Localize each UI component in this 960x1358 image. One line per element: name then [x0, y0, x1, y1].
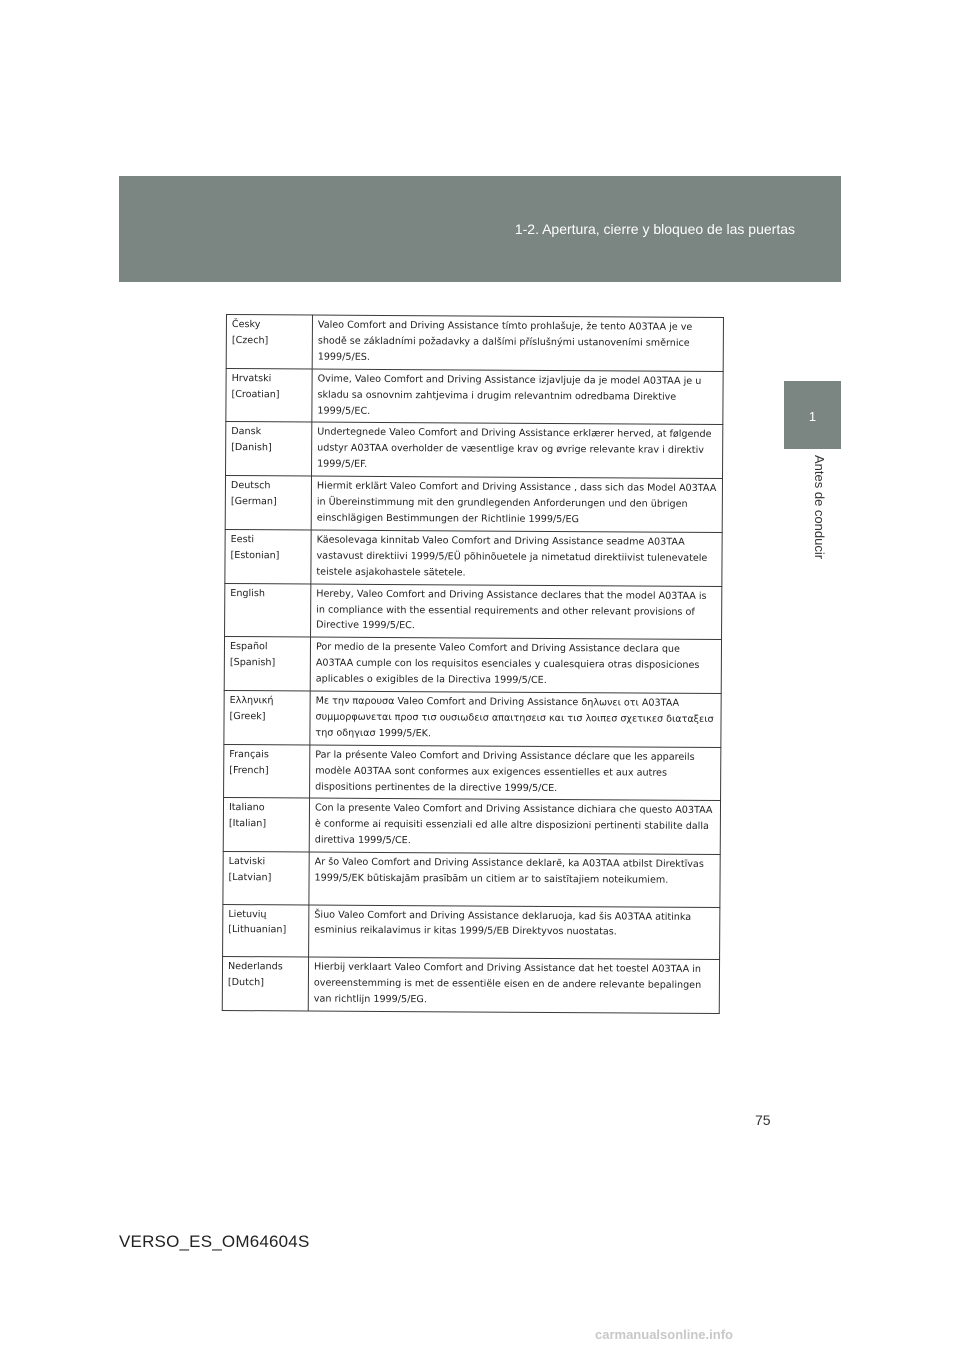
declaration-table-body — [222, 315, 723, 1014]
table-row — [223, 904, 720, 959]
declaration-text: Με την παρουσα Valeo Comfort and Driving Assistance δηλωνει οτι A03TAA συμμορφωνεται προσ τισ ουσιωδεισ απαιτησεισ και τισ λοιπεσ σχετικεσ διαταξεισ τησ οδηγιασ 1999/5/ΕΚ. — [310, 691, 721, 747]
language-english-name: [French] — [229, 764, 269, 776]
language-cell — [225, 583, 311, 637]
declaration-text: Hiermit erklärt Valeo Comfort and Driving Assistance , dass sich das Model A03TAA in Übereinstimmung mit den grundlegenden Anforderungen und den übrigen einschlägigen Bestimmungen der Richtlinie 1999/5/EG — [311, 476, 722, 532]
declaration-text: Par la présente Valeo Comfort and Driving Assistance déclare que les appareils modèle A03TAA sont conformes aux exigences essentielles et aux autres dispositions pertinentes de la directive 1999/5/CE. — [310, 745, 721, 801]
language-cell — [223, 904, 309, 957]
chapter-number: 1 — [808, 409, 817, 424]
language-cell — [226, 368, 312, 422]
language-cell — [226, 422, 312, 476]
language-name: Hrvatski — [231, 372, 272, 384]
document-code: VERSO_ES_OM64604S — [119, 1232, 310, 1251]
declaration-text: Con la presente Valeo Comfort and Driving Assistance dichiara che questo A03TAA è conforme ai requisiti essenziali ed alle altre disposizioni pertinenti stabilite dalla direttiva 1999/5/CE. — [309, 798, 720, 854]
declaration-text: Por medio de la presente Valeo Comfort and Driving Assistance declara que A03TAA cumple con los requisitos esenciales y cualesquiera otras disposiciones aplicables o exigibles de la Directiva 1999/5/CE. — [310, 637, 721, 693]
declaration-text: Valeo Comfort and Driving Assistance tímto prohlašuje, že tento A03TAA je ve shodě se základními požadavky a dalšími příslušnými ustanoveními směrnice 1999/5/ES. — [312, 315, 723, 371]
chapter-label: Antes de conducir — [812, 455, 827, 560]
declaration-text: Hierbij verklaart Valeo Comfort and Driving Assistance dat het toestel A03TAA in overeenstemming is met de essentiële eisen en de andere relevante bepalingen van richtlijn 1999/5/EG. — [308, 957, 719, 1013]
table-row — [222, 956, 719, 1013]
language-cell — [223, 798, 309, 852]
language-cell — [224, 637, 310, 691]
language-name: English — [230, 587, 265, 599]
language-name: Česky — [231, 319, 261, 331]
table-row — [223, 852, 720, 907]
language-cell — [225, 476, 311, 530]
language-english-name: [Croatian] — [231, 388, 280, 400]
declaration-text: Käesolevaga kinnitab Valeo Comfort and Driving Assistance seadme A03TAA vastavust direktiivi 1999/5/EÜ põhinõuetele ja nimetatud direktiivist tulenevatele teistele asjakohastele sätetele. — [311, 530, 722, 586]
table-row — [225, 583, 722, 640]
table-row — [225, 476, 722, 533]
language-english-name: [Latvian] — [228, 872, 272, 884]
page-number: 75 — [755, 1112, 771, 1128]
language-english-name: [Greek] — [229, 710, 266, 723]
declaration-text: Undertegnede Valeo Comfort and Driving Assistance erklærer herved, at følgende udstyr A03TAA overholder de væsentlige krav og øvrige relevante krav i direktiv 1999/5/EF. — [312, 422, 723, 478]
declaration-text: Ar šo Valeo Comfort and Driving Assistance deklarē, ka A03TAA atbilst Direktīvas 1999/5/EK būtiskajām prasībām un citiem ar to saistītajiem noteikumiem. — [309, 852, 720, 907]
declaration-text: Hereby, Valeo Comfort and Driving Assistance declares that the model A03TAA is in compliance with the essential requirements and other relevant provisions of Directive 1999/5/EC. — [311, 584, 722, 640]
header-band — [119, 176, 841, 282]
language-english-name: [Lithuanian] — [228, 924, 287, 936]
watermark: carmanualsonline.info — [595, 1327, 733, 1342]
language-english-name: [Estonian] — [230, 549, 280, 562]
language-name: Italiano — [228, 802, 265, 814]
language-name: Español — [229, 641, 268, 653]
language-name: Nederlands — [227, 960, 283, 973]
declaration-text: Ovime, Valeo Comfort and Driving Assistance izjavljuje da je model A03TAA je u skladu sa osnovnim zahtjevima i drugim relevantnim odredbama Direktive 1999/5/EC. — [312, 369, 723, 425]
table-row — [225, 529, 722, 586]
table-row — [226, 368, 723, 425]
language-cell — [222, 956, 308, 1010]
table-row — [224, 744, 721, 801]
table-row — [226, 422, 723, 479]
language-name: Français — [229, 748, 269, 761]
language-cell — [226, 315, 312, 369]
language-english-name: [Spanish] — [229, 657, 276, 669]
language-name: Dansk — [231, 426, 262, 438]
language-name: Ελληνική — [229, 695, 274, 707]
language-english-name: [Czech] — [231, 334, 269, 347]
table-row — [224, 637, 721, 694]
table-row — [223, 798, 720, 855]
table-row — [224, 691, 721, 748]
language-english-name: [Danish] — [231, 442, 272, 454]
table-row — [226, 315, 723, 372]
language-cell — [223, 852, 309, 905]
declaration-table — [222, 314, 724, 1014]
language-cell — [224, 691, 310, 745]
language-cell — [225, 529, 311, 583]
language-english-name: [Dutch] — [227, 976, 265, 989]
section-title: 1-2. Apertura, cierre y bloqueo de las puertas — [514, 221, 795, 237]
language-name: Latviski — [228, 856, 266, 868]
declaration-text: Šiuo Valeo Comfort and Driving Assistance deklaruoja, kad šis A03TAA atitinka esminius reikalavimus ir kitas 1999/5/EB Direktyvos nuostatas. — [309, 905, 720, 960]
language-name: Lietuvių — [228, 908, 267, 920]
language-cell — [224, 744, 310, 798]
language-english-name: [German] — [230, 496, 277, 508]
language-name: Deutsch — [230, 480, 271, 492]
language-english-name: [Italian] — [228, 818, 267, 830]
language-name: Eesti — [230, 533, 255, 546]
chapter-tab — [784, 381, 841, 449]
